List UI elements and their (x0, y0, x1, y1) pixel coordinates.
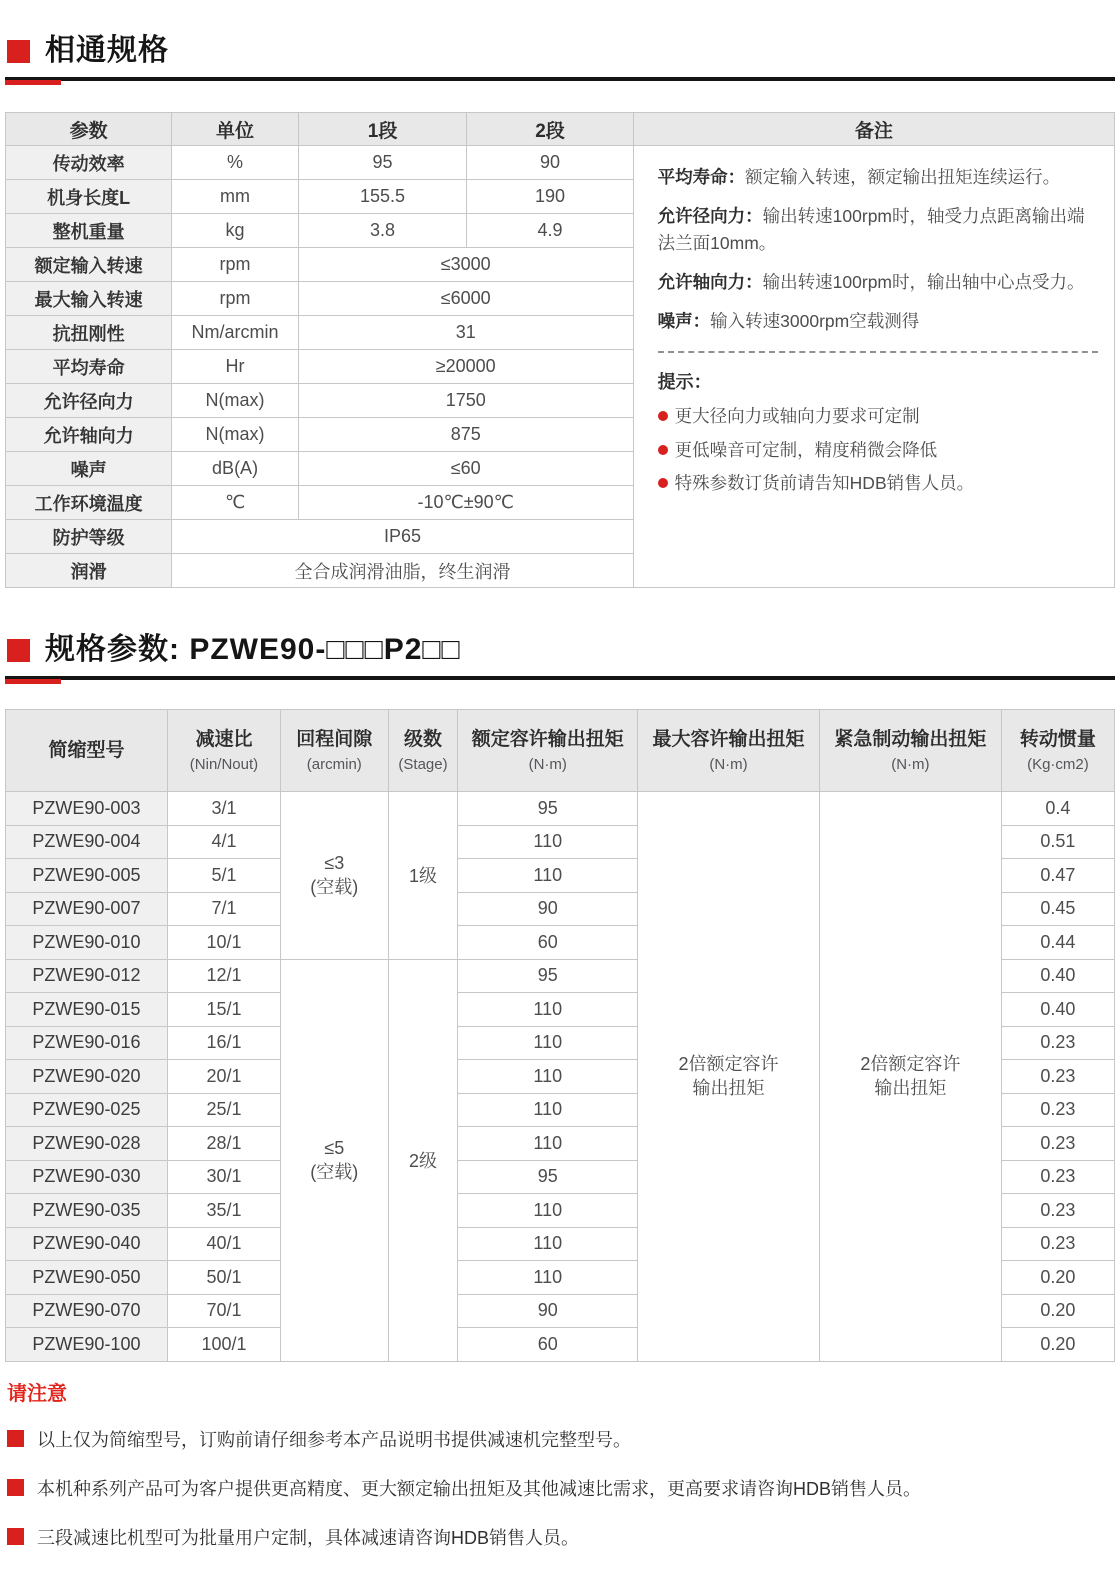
inertia-value: 0.20 (1001, 1328, 1114, 1362)
model-name: PZWE90-012 (6, 959, 168, 993)
tip-text: 更大径向力或轴向力要求可定制 (674, 406, 920, 427)
inertia-value: 0.23 (1001, 1060, 1114, 1094)
red-square-bullet-icon (7, 40, 30, 63)
col-header-stage1: 1段 (298, 113, 467, 146)
param-unit: rpm (172, 248, 298, 282)
col-header-unit: 单位 (172, 113, 298, 146)
remark-text: 输出转速100rpm时，输出轴中心点受力。 (762, 271, 1085, 292)
param-value-stage1: 95 (298, 146, 467, 180)
notes-section (5, 1377, 1115, 1550)
rated-torque-value: 60 (458, 926, 638, 960)
remark-label: 允许轴向力： (657, 271, 763, 292)
inertia-value: 0.51 (1001, 825, 1114, 859)
param-label: 最大输入转速 (6, 282, 172, 316)
rated-torque-value: 110 (458, 993, 638, 1027)
param-label: 润滑 (6, 554, 172, 588)
col-header-param: 参数 (6, 113, 172, 146)
param-value-merged: ≤3000 (298, 248, 633, 282)
inertia-value: 0.4 (1001, 792, 1114, 826)
param-value-merged: -10℃±90℃ (298, 486, 633, 520)
tip-text: 特殊参数订货前请告知HDB销售人员。 (674, 473, 975, 494)
inertia-value: 0.45 (1001, 892, 1114, 926)
param-unit: % (172, 146, 298, 180)
param-unit: Nm/arcmin (172, 316, 298, 350)
model-name: PZWE90-100 (6, 1328, 168, 1362)
backlash-group2-cell: ≤5 (空载) (281, 959, 389, 1361)
section-title: 规格参数: PZWE90-□□□P2□□ (45, 633, 461, 666)
param-label: 允许径向力 (6, 384, 172, 418)
remark-label: 噪声： (657, 311, 711, 331)
param-label: 工作环境温度 (6, 486, 172, 520)
param-label: 噪声 (6, 452, 172, 486)
inertia-value: 0.40 (1001, 959, 1114, 993)
inertia-value: 0.23 (1001, 1160, 1114, 1194)
param-value-merged: 875 (298, 418, 633, 452)
tips-title: 提示： (657, 372, 712, 393)
param-value-full: 全合成润滑油脂，终生润滑 (172, 554, 633, 588)
red-square-bullet-icon (7, 639, 30, 662)
inertia-value: 0.23 (1001, 1127, 1114, 1161)
ratio-value: 28/1 (167, 1127, 280, 1161)
col-header-inertia: 转动惯量 (Kg·cm2) (1001, 710, 1114, 792)
rated-torque-value: 95 (458, 959, 638, 993)
rated-torque-value: 110 (458, 1261, 638, 1295)
model-name: PZWE90-020 (6, 1060, 168, 1094)
param-value-merged: 31 (298, 316, 633, 350)
ratio-value: 30/1 (167, 1160, 280, 1194)
rated-torque-value: 95 (458, 1160, 638, 1194)
rated-torque-value: 110 (458, 825, 638, 859)
notes-title: 请注意 (7, 1382, 67, 1405)
inertia-value: 0.23 (1001, 1194, 1114, 1228)
model-name: PZWE90-010 (6, 926, 168, 960)
note-item (7, 1475, 1115, 1501)
param-value-stage2: 190 (467, 180, 633, 214)
spec-header-row (6, 113, 1115, 146)
model-name: PZWE90-070 (6, 1294, 168, 1328)
tip-item (658, 471, 1098, 496)
param-value-merged: ≥20000 (298, 350, 633, 384)
ratio-value: 50/1 (167, 1261, 280, 1295)
param-label: 抗扭刚性 (6, 316, 172, 350)
model-name: PZWE90-030 (6, 1160, 168, 1194)
param-label: 整机重量 (6, 214, 172, 248)
red-dot-bullet-icon (658, 411, 668, 421)
col-header-remarks: 备注 (633, 113, 1114, 146)
col-header-max-torque: 最大容许输出扭矩 (N·m) (638, 710, 820, 792)
model-row (6, 792, 1115, 826)
ratio-value: 35/1 (167, 1194, 280, 1228)
tip-text: 更低噪音可定制，精度稍微会降低 (674, 439, 938, 460)
rated-torque-value: 110 (458, 1093, 638, 1127)
remark-paragraph (658, 203, 1098, 256)
param-value-merged: 1750 (298, 384, 633, 418)
common-spec-table (5, 112, 1115, 588)
rated-torque-value: 110 (458, 1026, 638, 1060)
remarks-cell (633, 146, 1114, 588)
param-unit: Hr (172, 350, 298, 384)
ratio-value: 7/1 (167, 892, 280, 926)
ratio-value: 20/1 (167, 1060, 280, 1094)
red-dot-bullet-icon (658, 478, 668, 488)
brake-torque-merged-cell: 2倍额定容许 输出扭矩 (819, 792, 1001, 1362)
ratio-value: 25/1 (167, 1093, 280, 1127)
param-unit: mm (172, 180, 298, 214)
inertia-value: 0.20 (1001, 1261, 1114, 1295)
param-unit: N(max) (172, 384, 298, 418)
note-text: 三段减速比机型可为批量用户定制，具体减速请咨询HDB销售人员。 (37, 1527, 580, 1548)
rated-torque-value: 110 (458, 1227, 638, 1261)
model-name: PZWE90-005 (6, 859, 168, 893)
note-item (7, 1426, 1115, 1452)
remark-label: 平均寿命： (657, 167, 746, 187)
model-name: PZWE90-025 (6, 1093, 168, 1127)
rated-torque-value: 95 (458, 792, 638, 826)
param-unit: kg (172, 214, 298, 248)
tip-item (658, 404, 1098, 429)
ratio-value: 100/1 (167, 1328, 280, 1362)
stage-group1-cell: 1级 (388, 792, 458, 960)
inertia-value: 0.23 (1001, 1093, 1114, 1127)
inertia-value: 0.20 (1001, 1294, 1114, 1328)
model-name: PZWE90-050 (6, 1261, 168, 1295)
rated-torque-value: 110 (458, 1127, 638, 1161)
param-value-stage1: 3.8 (298, 214, 467, 248)
remark-text: 输入转速3000rpm空载测得 (710, 311, 920, 331)
col-header-brake-torque: 紧急制动输出扭矩 (N·m) (819, 710, 1001, 792)
ratio-value: 10/1 (167, 926, 280, 960)
section-header-common-spec (5, 36, 1115, 81)
param-value-stage2: 90 (467, 146, 633, 180)
note-text: 以上仅为简缩型号，订购前请仔细参考本产品说明书提供减速机完整型号。 (37, 1429, 631, 1450)
col-header-rated-torque: 额定容许输出扭矩 (N·m) (458, 710, 638, 792)
ratio-value: 12/1 (167, 959, 280, 993)
model-name: PZWE90-016 (6, 1026, 168, 1060)
param-label: 允许轴向力 (6, 418, 172, 452)
red-square-bullet-icon (7, 1528, 24, 1545)
dashed-divider (658, 351, 1098, 353)
remark-text: 额定输入转速，额定输出扭矩连续运行。 (745, 167, 1061, 187)
ratio-value: 15/1 (167, 993, 280, 1027)
param-label: 额定输入转速 (6, 248, 172, 282)
param-value-merged: ≤6000 (298, 282, 633, 316)
param-unit: rpm (172, 282, 298, 316)
rated-torque-value: 110 (458, 859, 638, 893)
ratio-value: 70/1 (167, 1294, 280, 1328)
remark-label: 允许径向力： (657, 206, 763, 227)
model-spec-table (5, 709, 1115, 1362)
inertia-value: 0.40 (1001, 993, 1114, 1027)
ratio-value: 5/1 (167, 859, 280, 893)
title-underline-accent (5, 80, 61, 85)
param-unit: ℃ (172, 486, 298, 520)
col-header-stage: 级数 (Stage) (388, 710, 458, 792)
param-label: 平均寿命 (6, 350, 172, 384)
remark-paragraph (658, 269, 1098, 295)
param-label: 机身长度L (6, 180, 172, 214)
remark-text: 输出转速100rpm时，轴受力点距离输出端法兰面10mm。 (657, 206, 1085, 253)
col-header-backlash: 回程间隙 (arcmin) (281, 710, 389, 792)
ratio-value: 4/1 (167, 825, 280, 859)
max-torque-merged-cell: 2倍额定容许 输出扭矩 (638, 792, 820, 1362)
red-square-bullet-icon (7, 1430, 24, 1447)
remark-paragraph (658, 164, 1098, 190)
remark-paragraph (658, 308, 1098, 334)
ratio-value: 3/1 (167, 792, 280, 826)
note-text: 本机种系列产品可为客户提供更高精度、更大额定输出扭矩及其他减速比需求，更高要求请咨询HDB销售人员。 (37, 1478, 921, 1499)
model-name: PZWE90-028 (6, 1127, 168, 1161)
section-header-model-spec (5, 635, 1115, 680)
inertia-value: 0.47 (1001, 859, 1114, 893)
rated-torque-value: 60 (458, 1328, 638, 1362)
param-value-merged: ≤60 (298, 452, 633, 486)
param-label: 传动效率 (6, 146, 172, 180)
tip-item (658, 438, 1098, 463)
red-square-bullet-icon (7, 1479, 24, 1496)
section-title: 相通规格 (45, 34, 169, 67)
rated-torque-value: 90 (458, 1294, 638, 1328)
ratio-value: 40/1 (167, 1227, 280, 1261)
backlash-group1-cell: ≤3 (空载) (281, 792, 389, 960)
param-value-stage1: 155.5 (298, 180, 467, 214)
model-name: PZWE90-007 (6, 892, 168, 926)
col-header-stage2: 2段 (467, 113, 633, 146)
model-header-row (6, 710, 1115, 792)
spec-row (6, 146, 1115, 180)
param-unit: dB(A) (172, 452, 298, 486)
col-header-model: 简缩型号 (6, 710, 168, 792)
param-value-full: IP65 (172, 520, 633, 554)
model-name: PZWE90-004 (6, 825, 168, 859)
model-name: PZWE90-003 (6, 792, 168, 826)
inertia-value: 0.23 (1001, 1227, 1114, 1261)
model-name: PZWE90-015 (6, 993, 168, 1027)
rated-torque-value: 110 (458, 1194, 638, 1228)
rated-torque-value: 110 (458, 1060, 638, 1094)
ratio-value: 16/1 (167, 1026, 280, 1060)
param-unit: N(max) (172, 418, 298, 452)
rated-torque-value: 90 (458, 892, 638, 926)
model-name: PZWE90-040 (6, 1227, 168, 1261)
title-underline-accent (5, 679, 61, 684)
param-label: 防护等级 (6, 520, 172, 554)
note-item (7, 1524, 1115, 1550)
inertia-value: 0.44 (1001, 926, 1114, 960)
stage-group2-cell: 2级 (388, 959, 458, 1361)
param-value-stage2: 4.9 (467, 214, 633, 248)
red-dot-bullet-icon (658, 445, 668, 455)
col-header-ratio: 减速比 (Nin/Nout) (167, 710, 280, 792)
model-name: PZWE90-035 (6, 1194, 168, 1228)
inertia-value: 0.23 (1001, 1026, 1114, 1060)
